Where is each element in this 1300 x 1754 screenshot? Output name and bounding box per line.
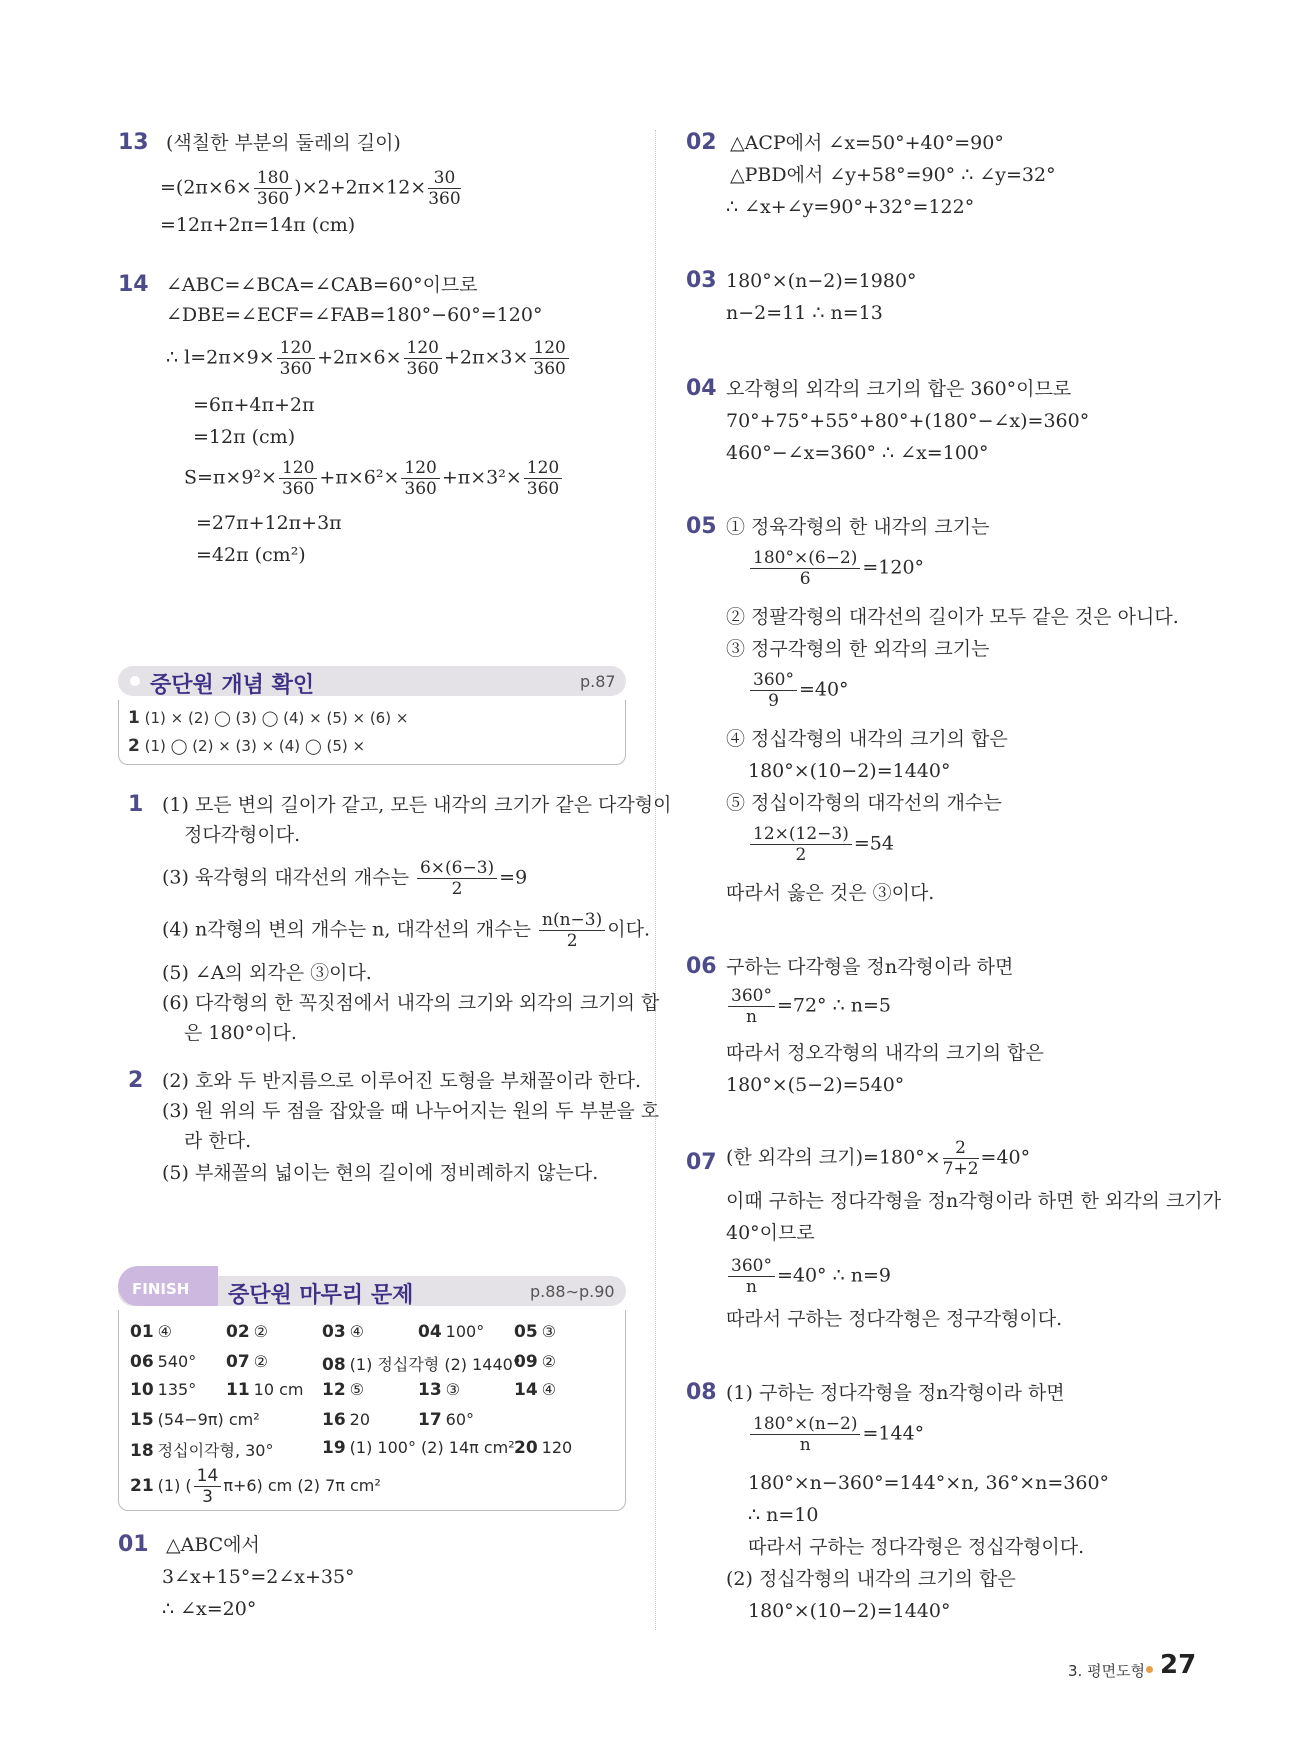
p13-line2: =(2π×6× $\frac{180}{360}$ )×2+2π×12× $\frac{30}{360}$ [160,168,461,209]
q06-line4: 180°×(5−2)=540° [726,1074,905,1096]
bullet-dot-icon [130,676,140,686]
c2-line2: (3) 원 위의 두 점을 잡았을 때 나누어지는 원의 두 부분을 호 [162,1100,660,1122]
problem-14-number: 14 [118,272,149,297]
answer-11: 11 10 cm [226,1380,304,1400]
q06-line1: 구하는 다각형을 정n각형이라 하면 [726,956,1014,978]
q06-frac1: $\frac{360^\circ}{n}$ =72° ∴ n=5 [726,986,891,1027]
concept-2-number: 2 [128,1068,144,1093]
concept-check-title: 중단원 개념 확인 [150,673,315,698]
p14-line2: ∠DBE=∠ECF=∠FAB=180°−60°=120° [166,304,543,326]
concept-answer-row-2: 2 (1) ◯ (2) × (3) × (4) ◯ (5) × [128,736,366,756]
q06-line3: 따라서 정오각형의 내각의 크기의 합은 [726,1042,1044,1064]
p14-line5: =12π (cm) [193,426,296,448]
footer-chapter: 3. 평면도형 [1068,1662,1146,1680]
question-06-number: 06 [686,954,717,979]
answer-21: 21 (1) ( $\frac{14}{3}$ π+6) cm (2) 7π cm² [130,1466,381,1507]
question-04-number: 04 [686,376,717,401]
q05-line1: ① 정육각형의 한 내각의 크기는 [726,516,990,538]
q07-frac2: $\frac{360^\circ}{n}$ =40° ∴ n=9 [726,1256,891,1297]
q08-line3: 180°×n−360°=144°×n, 36°×n=360° [748,1472,1110,1494]
q03-line1: 180°×(n−2)=1980° [726,270,917,292]
c2-line3: 라 한다. [184,1130,252,1152]
q07-line1: (한 외각의 크기)=180°× $\frac{2}{7+2}$ =40° [726,1138,1031,1179]
q01-line3: ∴ ∠x=20° [162,1598,257,1620]
answer-17: 17 60° [418,1410,475,1430]
c1-line4: (4) n각형의 변의 개수는 n, 대각선의 개수는 $\frac{n(n-3)}{2}$ 이다. [162,910,650,951]
answer-20: 20 120 [514,1438,573,1458]
answer-16: 16 20 [322,1410,371,1430]
q03-line2: n−2=11 ∴ n=13 [726,302,883,324]
q05-line6: ④ 정십각형의 내각의 크기의 합은 [726,728,1008,750]
question-01-number: 01 [118,1532,149,1557]
q05-frac2: $\frac{360^\circ}{9}$ =40° [748,670,849,711]
answer-01: 01 ④ [130,1322,173,1342]
q01-line2: 3∠x+15°=2∠x+35° [162,1566,355,1588]
answer-04: 04 100° [418,1322,485,1342]
c2-line4: (5) 부채꼴의 넓이는 현의 길이에 정비례하지 않는다. [162,1162,599,1184]
q07-line3: 40°이므로 [726,1222,815,1244]
question-03-number: 03 [686,268,717,293]
q08-line1: (1) 구하는 정다각형을 정n각형이라 하면 [726,1382,1065,1404]
q04-line3: 460°−∠x=360° ∴ ∠x=100° [726,442,989,464]
q04-line1: 오각형의 외각의 크기의 합은 360°이므로 [726,378,1072,400]
finish-badge: FINISH [118,1266,218,1306]
question-07-number: 07 [686,1150,717,1175]
column-divider [655,130,656,1630]
footer-dot-icon [1146,1666,1153,1673]
c1-line1: (1) 모든 변의 길이가 같고, 모든 내각의 크기가 같은 다각형이 [162,794,672,816]
p14-line3: ∴ l=2π×9× $\frac{120}{360}$ +2π×6× $\frac{120}{360}$ +2π×3× $\frac{120}{360}$ [166,338,571,379]
answer-02: 02 ② [226,1322,269,1342]
c2-line1: (2) 호와 두 반지름으로 이루어진 도형을 부채꼴이라 한다. [162,1070,642,1092]
finish-answer-box [118,1310,626,1511]
q05-line10: 따라서 옳은 것은 ③이다. [726,882,935,904]
q08-line4: ∴ n=10 [748,1504,819,1526]
answer-14: 14 ④ [514,1380,557,1400]
q05-line8: ⑤ 정십이각형의 대각선의 개수는 [726,792,1002,814]
question-08-number: 08 [686,1380,717,1405]
q02-line3: ∴ ∠x+∠y=90°+32°=122° [726,196,975,218]
q02-line2: △PBD에서 ∠y+58°=90° ∴ ∠y=32° [730,164,1056,186]
p14-line6: S=π×9²× $\frac{120}{360}$ +π×6²× $\frac{120}{360}$ +π×3²× $\frac{120}{360}$ [184,458,564,499]
q01-line1: △ABC에서 [166,1534,260,1556]
concept-1-number: 1 [128,792,144,817]
q05-line4: ③ 정구각형의 한 외각의 크기는 [726,638,990,660]
p14-line8: =42π (cm²) [196,544,306,566]
p14-line4: =6π+4π+2π [193,394,315,416]
answer-15: 15 (54−9π) cm² [130,1410,260,1430]
c1-line2: 정다각형이다. [184,824,301,846]
q05-frac1: $\frac{180^\circ\times(6-2)}{6}$ =120° [748,548,924,589]
q05-line3: ② 정팔각형의 대각선의 길이가 모두 같은 것은 아니다. [726,606,1179,628]
answer-12: 12 ⑤ [322,1380,365,1400]
answer-18: 18 정십이각형, 30° [130,1441,274,1461]
answer-06: 06 540° [130,1352,197,1372]
concept-check-page: p.87 [580,672,616,691]
question-05-number: 05 [686,514,717,539]
q05-line7: 180°×(10−2)=1440° [748,760,951,782]
p13-line3: =12π+2π=14π (cm) [160,214,356,236]
answer-19: 19 (1) 100° (2) 14π cm² [322,1438,515,1458]
q08-line6: (2) 정십각형의 내각의 크기의 합은 [726,1568,1016,1590]
c1-line5: (5) ∠A의 외각은 ③이다. [162,962,372,984]
p14-line7: =27π+12π+3π [196,512,342,534]
q08-line5: 따라서 구하는 정다각형은 정십각형이다. [748,1536,1085,1558]
c1-line6: (6) 다각형의 한 꼭짓점에서 내각의 크기와 외각의 크기의 합 [162,992,660,1014]
q02-line1: △ACP에서 ∠x=50°+40°=90° [730,132,1004,154]
answer-08: 08 (1) 정십각형 (2) 1440° [322,1355,521,1375]
q08-line7: 180°×(10−2)=1440° [748,1600,951,1622]
answer-13: 13 ③ [418,1380,461,1400]
q04-line2: 70°+75°+55°+80°+(180°−∠x)=360° [726,410,1090,432]
answer-07: 07 ② [226,1352,269,1372]
p13-line1: (색칠한 부분의 둘레의 길이) [166,132,401,154]
finish-page: p.88∼p.90 [530,1282,615,1301]
c1-line3: (3) 육각형의 대각선의 개수는 $\frac{6\times(6-3)}{2}$ =9 [162,858,528,899]
concept-answer-row-1: 1 (1) × (2) ◯ (3) ◯ (4) × (5) × (6) × [128,708,409,728]
question-02-number: 02 [686,130,717,155]
answer-05: 05 ③ [514,1322,557,1342]
answer-09: 09 ② [514,1352,557,1372]
q07-line2: 이때 구하는 정다각형을 정n각형이라 하면 한 외각의 크기가 [726,1190,1222,1212]
q05-frac3: $\frac{12\times(12-3)}{2}$ =54 [748,824,894,865]
concept-answer-box [118,700,626,765]
finish-title: 중단원 마무리 문제 [228,1283,414,1308]
footer-page-number: 27 [1160,1650,1197,1680]
answer-03: 03 ④ [322,1322,365,1342]
answer-10: 10 135° [130,1380,197,1400]
q07-line5: 따라서 구하는 정다각형은 정구각형이다. [726,1308,1063,1330]
problem-13-number: 13 [118,130,149,155]
p14-line1: ∠ABC=∠BCA=∠CAB=60°이므로 [166,274,478,296]
c1-line7: 은 180°이다. [184,1022,297,1044]
q08-frac1: $\frac{180^\circ\times(n-2)}{n}$ =144° [748,1414,924,1455]
